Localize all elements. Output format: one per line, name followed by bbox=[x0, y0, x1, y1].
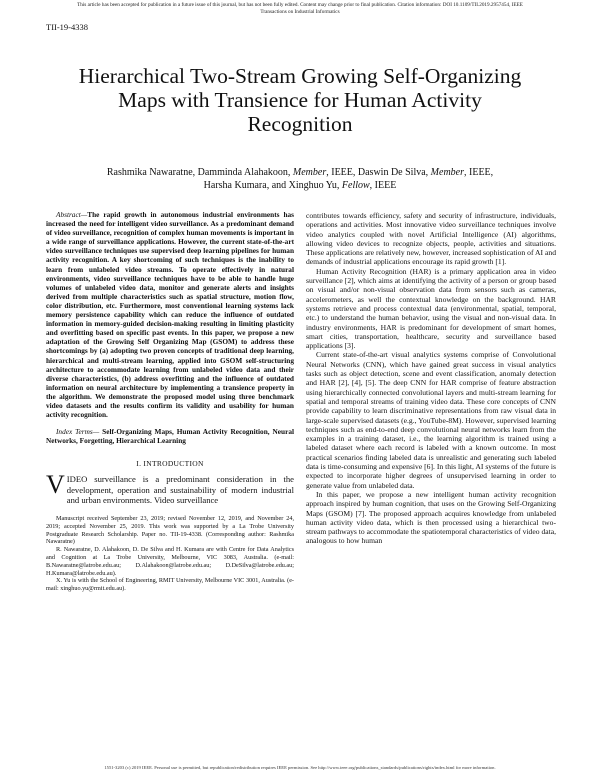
body-paragraph: Current state-of-the-art visual analytics systems comprise of Convolutional Neural Networks (CNN), which have gained great success in visual analytics tasks such as object detection, scene and event classification, anomaly detection and HAR [2], [4], [5]. The deep CNN for HAR comprise of feature abstraction using hierarchically connected convolutional layers and multi-stream learning for spatial and temporal streams of training video data. These core concepts of CNN provide capability to learn discriminative representations from raw visual data in large-scale supervised datasets (e.g., YouTube-8M). However, supervised learning techniques such as end-to-end deep convolutional neural networks learn from the examples in a training dataset, i.e., the learning algorithm is trained using a labeled dataset where each record is labeled with a known outcome. In most practical scenarios finding labeled data is unrealistic and generating such labeled data is time-consuming and expensive [6]. In this light, AI systems of the future is expected to incorporate higher degrees of unsupervised learning in order to generate value from unlabeled data. bbox=[306, 350, 556, 490]
drop-cap: V bbox=[46, 470, 65, 500]
abstract-body: The rapid growth in autonomous industrial environments has increased the need for intelligent video surveillance. As a predominant demand of video surveillance, recognition of complex human movements is important in a wide range of surveillance applications. However, the current state-of-the-art video surveillance techniques use supervised deep learning pipelines for human activity recognition. A key shortcoming of such techniques is the inability to learn from unlabeled video streams. To operate effectively in natural environments, video surveillance techniques have to be able to handle huge volumes of unlabeled video data, monitor and generate alerts and insights derived from multiple characteristics such as spatial structure, motion flow, color distribution, etc. Furthermore, most conventional learning systems lack memory persistence capability which can reduce the influence of outdated information in memory-guided decision-making resulting in limiting plasticity and overfitting based on specific past events. In this paper, we propose a new adaptation of the Growing Self Organizing Map (GSOM) to address these shortcomings by (a) adopting two proven concepts of traditional deep learning, hierarchical and multi-stream learning, applied into GSOM self-structuring architecture to accommodate learning from unlabeled video data and their diverse characteristics, (b) address overfitting and the influence of outdated information on neural architecture by implementing a transience property in the algorithm. We demonstrate the proposed model using three benchmark video datasets and the results confirm its validity and usability for human activity recognition. bbox=[46, 210, 294, 420]
author-line-2 bbox=[60, 179, 540, 192]
author-grade: Member bbox=[292, 167, 327, 178]
footnotes bbox=[46, 515, 294, 593]
body-paragraph: In this paper, we propose a new intelligent human activity recognition approach inspired by human cognition, that uses on the Growing Self-Organizing Maps (GSOM) [7]. The proposed approach acquires knowledge from unlabeled human activity video data, which is then processed using a hierarchical two-stream pathways to accommodate the spatiotemporal characteristics of video data, analogous to how human bbox=[306, 489, 556, 546]
author-text: Rashmika Nawaratne, Damminda Alahakoon, bbox=[106, 167, 293, 178]
index-terms bbox=[46, 427, 294, 445]
footnote-affiliation: R. Nawaratne, D. Alahakoon, D. De Silva and H. Kumara are with Centre for Data Analytics and Cognition at La Trobe University, Melbourne, VIC 3083, Australia. (e-mail: B.Nawaratne@latrobe.edu.au; D.Alahakoon@latrobe.edu.au; D.DeSilva@latrobe.edu.au; H.Kumara@latrobe.edu.au). bbox=[46, 546, 294, 577]
author-text: Harsha Kumara, and Xinghuo Yu, bbox=[203, 180, 342, 191]
banner-line-2: Transactions on Industrial Informatics bbox=[260, 8, 340, 15]
intro-text: IDEO surveillance is a predominant consideration in the development, operation and sustainability of modern industrial and urban environments. Video surveillance bbox=[66, 474, 294, 505]
author-text: , IEEE bbox=[369, 180, 397, 191]
author-grade: Fellow bbox=[341, 180, 370, 191]
author-text: , IEEE, bbox=[464, 167, 494, 178]
body-paragraph: contributes towards efficiency, safety and security of infrastructure, individuals, operations and activities. Most innovative video surveillance techniques involve video analytics coupled with novel Artificial Intelligence (AI) algorithms, allowing video devices to recognize objects, people, activities and situations. These applications are relatively new, however, increased sophistication of AI and demands of industrial applications encourage its rapid growth [1]. bbox=[306, 211, 556, 267]
footnote-manuscript: Manuscript received September 23, 2019; revised November 12, 2019, and November 24, 2019; accepted November 25, 2019. This work was supported by a La Trobe University Postgraduate Research Scholarship. Paper no. TII-19-4338. (Corresponding author: Rashmika Nawaratne) bbox=[46, 515, 294, 546]
index-terms-body: Self-Organizing Maps, Human Activity Recognition, Neural Networks, Forgetting, Hierarchical Learning bbox=[46, 427, 295, 446]
paper-id: TII-19-4338 bbox=[46, 22, 89, 32]
section-heading: I. INTRODUCTION bbox=[136, 459, 204, 469]
index-terms-lead: Index Terms— bbox=[56, 427, 100, 437]
abstract-lead: Abstract— bbox=[56, 210, 88, 219]
author-line-1 bbox=[60, 166, 540, 179]
author-text: , IEEE, Daswin De Silva, bbox=[326, 167, 431, 178]
paper-title: Hierarchical Two-Stream Growing Self-Organizing Maps with Transience for Human Activity Recognition bbox=[78, 64, 522, 136]
acceptance-banner bbox=[0, 2, 600, 15]
banner-line-1: This article has been accepted for publication in a future issue of this journal, but has not been fully edited. Content may change prior to final publication. Citation information: DOI 10.1109/TII.2019.2957454, IEEE bbox=[77, 2, 523, 8]
left-column bbox=[46, 210, 294, 593]
abstract bbox=[46, 210, 294, 419]
body-paragraph: Human Activity Recognition (HAR) is a primary application area in video surveillance [2], which aims at identifying the activity of a person or group based on visual and/or non-visual observation data from sensors such as cameras, accelerometers, as well the contextual knowledge on the background. HAR systems retrieve and process contextual data (environmental, spatial, temporal, etc.) to understand the human behavior, using the visual and non-visual data. In industry environments, HAR is predominant for development of smart homes, smart cities, transportation, healthcare, security and surveillance based applications [3]. bbox=[306, 266, 556, 351]
footnote-affiliation: X. Yu is with the School of Engineering, RMIT University, Melbourne VIC 3001, Australia. (e-mail: xinghuo.yu@rmit.edu.au). bbox=[46, 577, 294, 593]
intro-paragraph bbox=[46, 470, 294, 505]
author-list bbox=[60, 166, 540, 192]
copyright-footer: 1551-3203 (c) 2019 IEEE. Personal use is permitted, but republication/redistribution requires IEEE permission. See http://www.ieee.org/publications_standards/publications/rights/index.html for more information. bbox=[104, 765, 496, 770]
right-column bbox=[306, 211, 556, 546]
author-grade: Member bbox=[430, 167, 464, 178]
